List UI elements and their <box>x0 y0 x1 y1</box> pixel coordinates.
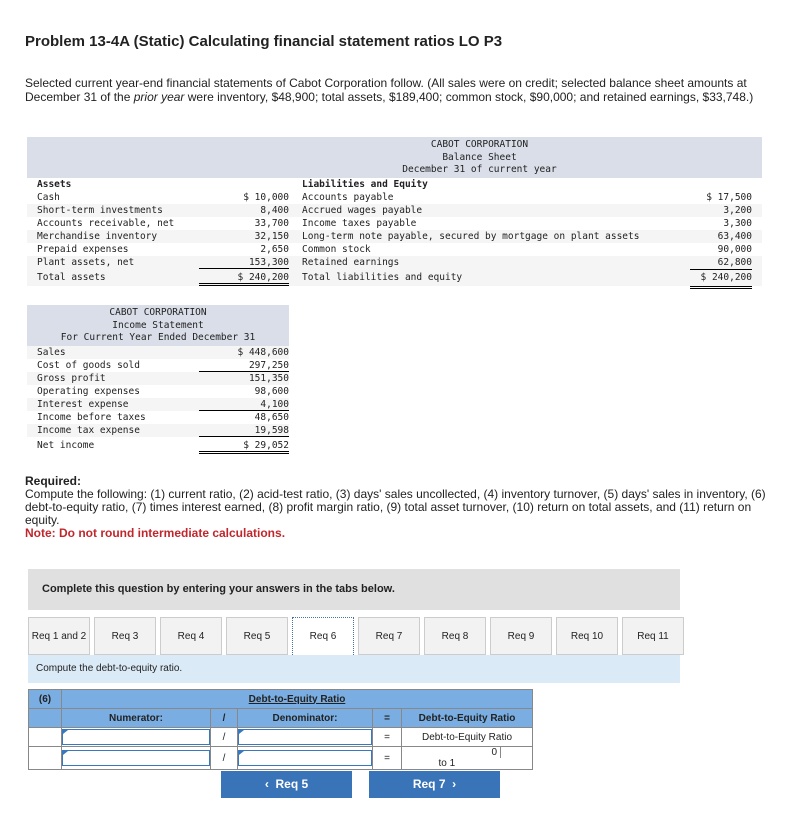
total-le-label: Total liabilities and equity <box>302 271 463 283</box>
intro-part: Selected current year-end financial statements of Cabot Corporation follow. (All sales were on credit; selected balance sheet amounts at December 31 of the <box>25 76 747 104</box>
asset-value: 2,650 <box>260 243 289 255</box>
result-header: Debt-to-Equity Ratio <box>402 709 533 728</box>
balance-sheet-header <box>27 137 762 178</box>
required-text: Compute the following: (1) current ratio, (2) acid-test ratio, (3) days' sales uncollected, (4) inventory turnover, (5) days' sales in inventory, (6) debt-to-equity ratio, (7) times interest earned, (8) profit margin ratio, (9) total asset turnover, (10) return on total assets, and (11) return on equity. <box>25 487 766 527</box>
line-item-label: Operating expenses <box>37 385 140 397</box>
line-item-label: Cost of goods sold <box>37 359 140 371</box>
liability-label: Long-term note payable, secured by mortgage on plant assets <box>302 230 640 242</box>
divide-sign: / <box>211 747 238 770</box>
liability-label: Income taxes payable <box>302 217 417 229</box>
asset-label: Plant assets, net <box>37 256 135 268</box>
denominator-input-1[interactable] <box>238 729 372 745</box>
statement-period: For Current Year Ended December 31 <box>60 332 256 343</box>
asset-label: Merchandise inventory <box>37 230 158 242</box>
asset-label: Cash <box>37 191 60 203</box>
liability-label: Common stock <box>302 243 371 255</box>
liability-value: 62,800 <box>690 256 752 270</box>
tab-req-2[interactable]: Req 4 <box>160 617 222 655</box>
equals-sign: = <box>373 709 402 728</box>
company-name: CABOT CORPORATION <box>109 307 207 318</box>
answer-table <box>28 689 533 770</box>
line-item-value: 151,350 <box>248 372 289 384</box>
liability-value: $ 17,500 <box>706 191 752 203</box>
numerator-header: Numerator: <box>62 709 211 728</box>
intro-part: were inventory, $48,900; total assets, $189,400; common stock, $90,000; and retained earnings, $33,748.) <box>184 90 754 104</box>
equals-sign: = <box>373 728 402 747</box>
balance-sheet-row <box>27 204 762 217</box>
asset-value: $ 10,000 <box>243 191 289 203</box>
divide-sign: / <box>211 709 238 728</box>
company-name: CABOT CORPORATION <box>430 139 529 150</box>
tab-req-0[interactable]: Req 1 and 2 <box>28 617 90 655</box>
numerator-input-2[interactable] <box>62 750 210 766</box>
income-statement <box>27 305 289 454</box>
line-item-label: Interest expense <box>37 398 129 410</box>
balance-sheet-row <box>27 243 762 256</box>
total-assets-label: Total assets <box>37 271 106 283</box>
asset-value: 33,700 <box>254 217 289 229</box>
tab-req-4[interactable]: Req 6 <box>292 617 354 655</box>
income-statement-header <box>27 305 289 346</box>
line-item-label: Gross profit <box>37 372 106 384</box>
intro-text <box>25 76 775 104</box>
tab-req-9[interactable]: Req 11 <box>622 617 684 655</box>
line-item-value: 4,100 <box>199 398 289 411</box>
asset-value: 32,150 <box>254 230 289 242</box>
line-item-value: 98,600 <box>254 385 289 397</box>
income-statement-row <box>27 359 289 372</box>
prev-label: Req 5 <box>275 777 309 791</box>
answer-table-title: Debt-to-Equity Ratio <box>62 690 533 709</box>
line-item-label: Net income <box>37 439 95 451</box>
next-label: Req 7 <box>412 777 446 791</box>
chevron-right-icon: › <box>445 777 457 791</box>
instruction-bar: Complete this question by entering your answers in the tabs below. <box>28 569 680 610</box>
balance-sheet <box>27 137 762 286</box>
prev-req-button[interactable] <box>221 771 352 798</box>
numerator-input-1[interactable] <box>62 729 210 745</box>
tab-req-6[interactable]: Req 8 <box>424 617 486 655</box>
ratio-suffix: to 1 <box>438 758 456 769</box>
balance-sheet-row <box>27 191 762 204</box>
income-statement-row <box>27 372 289 385</box>
assets-header: Assets <box>37 178 72 190</box>
tab-req-3[interactable]: Req 5 <box>226 617 288 655</box>
result-label: Debt-to-Equity Ratio <box>402 728 533 747</box>
line-item-value: 297,250 <box>199 359 289 372</box>
denominator-input-2[interactable] <box>238 750 372 766</box>
tab-req-5[interactable]: Req 7 <box>358 617 420 655</box>
asset-label: Short-term investments <box>37 204 163 216</box>
tab-req-1[interactable]: Req 3 <box>94 617 156 655</box>
question-number: (6) <box>29 690 62 709</box>
total-assets-value: $ 240,200 <box>199 269 289 286</box>
asset-label: Prepaid expenses <box>37 243 129 255</box>
required-section <box>25 475 780 540</box>
balance-sheet-row <box>27 230 762 243</box>
liability-value: 63,400 <box>717 230 752 242</box>
statement-title: Balance Sheet <box>442 151 517 163</box>
chevron-left-icon: ‹ <box>264 777 276 791</box>
balance-sheet-row <box>27 256 762 269</box>
liability-label: Accrued wages payable <box>302 204 423 216</box>
income-statement-row <box>27 424 289 437</box>
line-item-label: Income before taxes <box>37 411 146 423</box>
balance-sheet-row <box>27 217 762 230</box>
rounding-note: Note: Do not round intermediate calculations. <box>25 526 286 540</box>
equals-sign: = <box>373 747 402 770</box>
next-req-button[interactable] <box>369 771 500 798</box>
income-statement-row <box>27 346 289 359</box>
tab-prompt: Compute the debt-to-equity ratio. <box>28 655 680 683</box>
liability-value: 3,300 <box>723 217 752 229</box>
income-statement-row <box>27 398 289 411</box>
statement-date: December 31 of current year <box>402 164 557 175</box>
tab-req-8[interactable]: Req 10 <box>556 617 618 655</box>
divide-sign: / <box>211 728 238 747</box>
line-item-label: Income tax expense <box>37 424 140 436</box>
line-item-value: $ 29,052 <box>199 437 289 454</box>
line-item-value: 19,598 <box>199 424 289 437</box>
liability-value: 90,000 <box>717 243 752 255</box>
liability-label: Retained earnings <box>302 256 400 268</box>
income-statement-row <box>27 437 289 454</box>
line-item-value: $ 448,600 <box>237 346 289 358</box>
ratio-result: 0 <box>433 747 501 758</box>
denominator-header: Denominator: <box>238 709 373 728</box>
liability-label: Accounts payable <box>302 191 394 203</box>
liabilities-header: Liabilities and Equity <box>302 178 428 190</box>
line-item-value: 48,650 <box>254 411 289 423</box>
tab-req-7[interactable]: Req 9 <box>490 617 552 655</box>
page-title: Problem 13-4A (Static) Calculating financial statement ratios LO P3 <box>25 33 503 50</box>
total-le-value: $ 240,200 <box>690 269 752 289</box>
asset-value: 153,300 <box>199 256 289 269</box>
intro-italic: prior year <box>133 90 185 104</box>
line-item-label: Sales <box>37 346 66 358</box>
liability-value: 3,200 <box>723 204 752 216</box>
income-statement-row <box>27 411 289 424</box>
income-statement-row <box>27 385 289 398</box>
required-label: Required: <box>25 474 82 488</box>
asset-label: Accounts receivable, net <box>37 217 175 229</box>
asset-value: 8,400 <box>260 204 289 216</box>
statement-title: Income Statement <box>112 319 204 331</box>
